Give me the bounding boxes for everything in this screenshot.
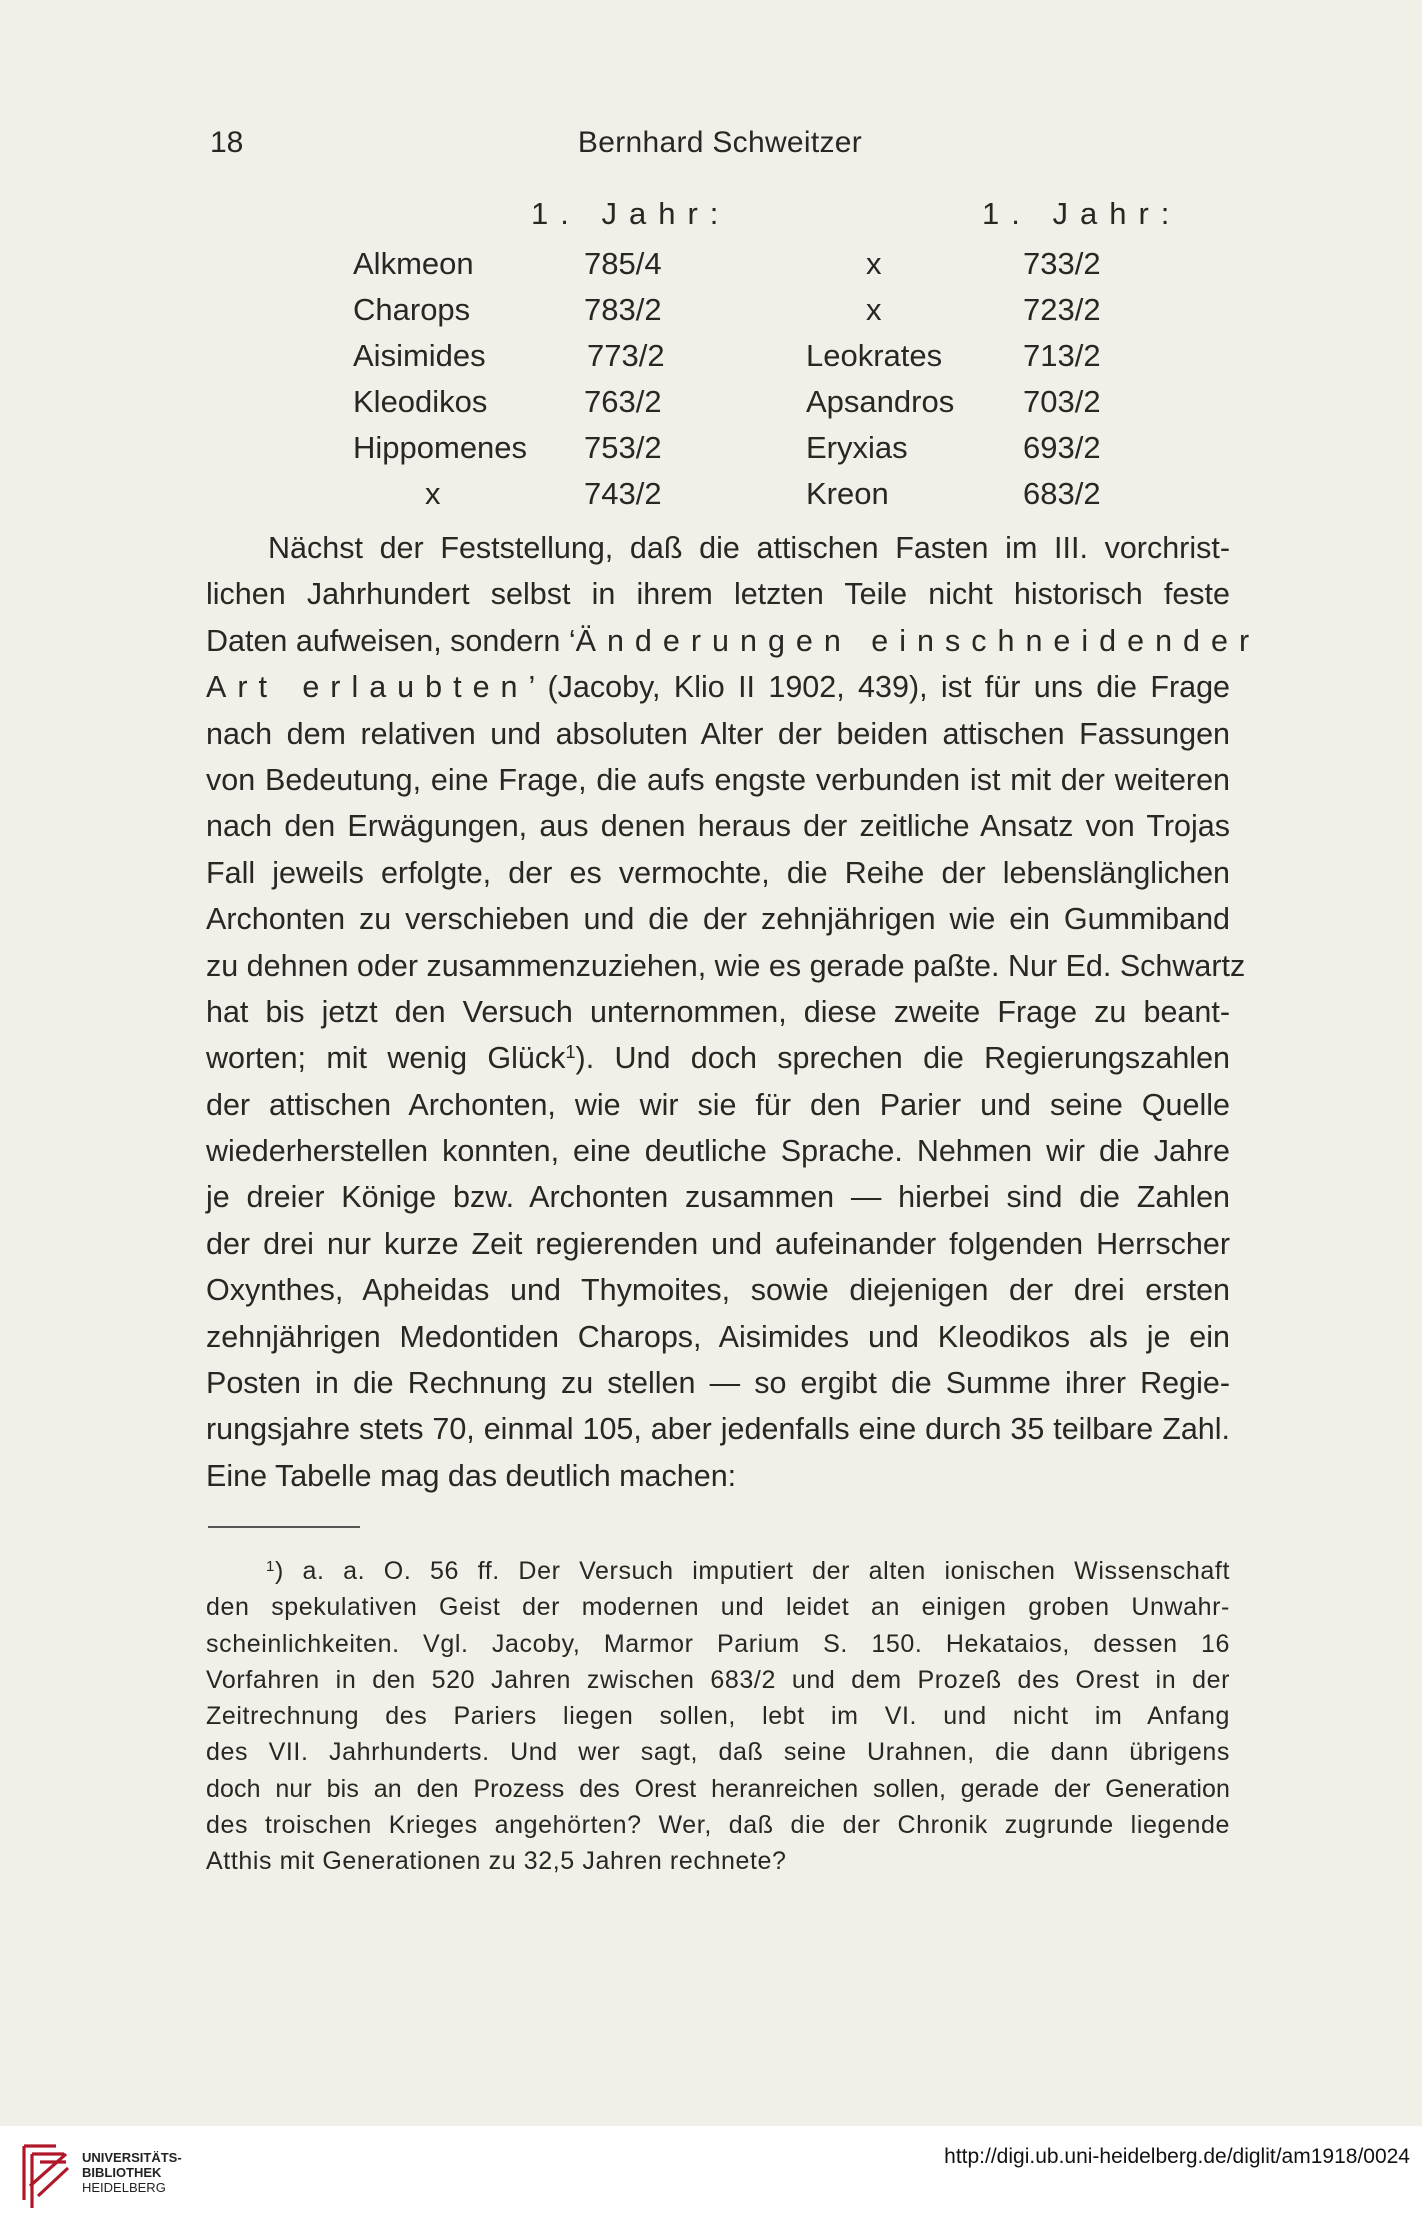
text-line bbox=[206, 618, 1261, 664]
footnote-marker: 1 bbox=[266, 1557, 275, 1575]
library-line: HEIDELBERG bbox=[82, 2180, 166, 2195]
table-cell: Hippomenes bbox=[353, 430, 528, 465]
footnote-line: doch nur bis an den Prozess des Orest heranreichen sollen, gerade der Generation bbox=[206, 1774, 1230, 1803]
footnote-line bbox=[206, 1553, 1230, 1589]
spaced-emphasis: Art erlaubten bbox=[206, 670, 529, 705]
table-cell: Kleodikos bbox=[353, 384, 488, 419]
text-line: von Bedeutung, eine Frage, die aufs engste verbunden ist mit der weiteren bbox=[206, 762, 1230, 797]
table-cell: x bbox=[866, 292, 882, 327]
text-line: Eine Tabelle mag das deutlich machen: bbox=[206, 1458, 737, 1493]
text-line: je dreier Könige bzw. Archonten zusammen — hierbei sind die Zahlen bbox=[206, 1180, 1230, 1215]
library-line: UNIVERSITÄTS- bbox=[82, 2150, 182, 2165]
table-cell: x bbox=[866, 246, 882, 281]
table-cell: Kreon bbox=[806, 476, 889, 511]
footnote-line: den spekulativen Geist der modernen und leidet an einigen groben Unwahr- bbox=[206, 1593, 1230, 1622]
viewer-footer bbox=[0, 2126, 1422, 2228]
table-cell: x bbox=[425, 476, 441, 511]
table-cell: 785/4 bbox=[584, 246, 662, 281]
text-line bbox=[206, 664, 1230, 710]
table-cell: 683/2 bbox=[1023, 476, 1101, 511]
page-number: 18 bbox=[210, 126, 244, 159]
footnote bbox=[206, 1553, 1230, 1880]
library-name[interactable] bbox=[82, 2150, 182, 2195]
text-run: worten; mit wenig Glück bbox=[206, 1041, 566, 1076]
text-line: Nächst der Feststellung, daß die attischen Fasten im III. vorchrist- bbox=[268, 531, 1230, 565]
text-line: Archonten zu verschieben und die der zehnjährigen wie ein Gummiband bbox=[206, 902, 1230, 937]
text-line: rungsjahre stets 70, einmal 105, aber jedenfalls eine durch 35 teilbare Zahl. bbox=[206, 1412, 1230, 1447]
text-line: lichen Jahrhundert selbst in ihrem letzten Teile nicht historisch feste bbox=[206, 577, 1230, 612]
text-line: der attischen Archonten, wie wir sie für den Parier und seine Quelle bbox=[206, 1087, 1230, 1122]
table-head-right: 1. Jahr: bbox=[982, 196, 1182, 231]
text-line: Posten in die Rechnung zu stellen — so ergibt die Summe ihrer Regie- bbox=[206, 1366, 1230, 1401]
library-line: BIBLIOTHEK bbox=[82, 2165, 162, 2180]
footnote-separator bbox=[208, 1526, 360, 1528]
table-cell: 693/2 bbox=[1023, 430, 1101, 465]
text-run: Daten aufweisen, sondern ‘ bbox=[206, 623, 576, 658]
table-cell: Charops bbox=[353, 292, 471, 327]
table-cell: Apsandros bbox=[806, 384, 955, 419]
footnote-line: Zeitrechnung des Pariers liegen sollen, lebt im VI. und nicht im Anfang bbox=[206, 1702, 1230, 1731]
text-line: nach dem relativen und absoluten Alter der beiden attischen Fassungen bbox=[206, 716, 1230, 751]
ub-heidelberg-logo-icon[interactable] bbox=[16, 2140, 72, 2212]
text-line bbox=[206, 1035, 1230, 1081]
table-cell: 773/2 bbox=[587, 338, 665, 373]
footnote-line: des VII. Jahrhunderts. Und wer sagt, daß seine Urahnen, die dann übrigens bbox=[206, 1738, 1230, 1767]
footnote-line: scheinlichkeiten. Vgl. Jacoby, Marmor Parium S. 150. Hekataios, dessen 16 bbox=[206, 1629, 1230, 1658]
spaced-emphasis: Änderungen einschneidender bbox=[575, 623, 1261, 658]
text-line: hat bis jetzt den Versuch unternommen, diese zweite Frage zu beant- bbox=[206, 994, 1230, 1029]
text-line: der drei nur kurze Zeit regierenden und aufeinander folgenden Herrscher bbox=[206, 1226, 1230, 1261]
table-cell: 703/2 bbox=[1023, 384, 1101, 419]
table-cell: 743/2 bbox=[584, 476, 662, 511]
table-cell: 783/2 bbox=[584, 292, 662, 327]
table-cell: 723/2 bbox=[1023, 292, 1101, 327]
table-cell: Alkmeon bbox=[353, 246, 474, 281]
text-run: ) a. a. O. 56 ff. Der Versuch imputiert der alten ionischen Wissenschaft bbox=[274, 1557, 1230, 1585]
table-cell: 733/2 bbox=[1023, 246, 1101, 281]
text-line: zehnjährigen Medontiden Charops, Aisimides und Kleodikos als je ein bbox=[206, 1319, 1230, 1354]
footnote-line: Vorfahren in den 520 Jahren zwischen 683/2 und dem Prozeß des Orest in der bbox=[206, 1665, 1230, 1694]
table-cell: 713/2 bbox=[1023, 338, 1101, 373]
footnote-ref: 1 bbox=[565, 1041, 576, 1063]
table-cell: Eryxias bbox=[806, 430, 908, 465]
text-line: Fall jeweils erfolgte, der es vermochte, die Reihe der lebenslänglichen bbox=[206, 855, 1230, 890]
table-cell: 763/2 bbox=[584, 384, 662, 419]
main-paragraph bbox=[206, 525, 1261, 1499]
page-url-link[interactable]: http://digi.ub.uni-heidelberg.de/diglit/am1918/0024 bbox=[944, 2145, 1410, 2168]
text-line: zu dehnen oder zusammenzuziehen, wie es gerade paßte. Nur Ed. Schwartz bbox=[206, 948, 1246, 983]
table-cell: 753/2 bbox=[584, 430, 662, 465]
text-line: wiederherstellen konnten, eine deutliche Sprache. Nehmen wir die Jahre bbox=[206, 1134, 1230, 1169]
table-cell: Leokrates bbox=[806, 338, 943, 373]
text-line: Oxynthes, Apheidas und Thymoites, sowie diejenigen der drei ersten bbox=[206, 1273, 1230, 1308]
table-head-left: 1. Jahr: bbox=[531, 196, 731, 231]
text-run: ’ (Jacoby, Klio II 1902, 439), ist für uns die Frage bbox=[528, 670, 1230, 705]
running-head-author: Bernhard Schweitzer bbox=[577, 126, 863, 159]
table-cell: Aisimides bbox=[353, 338, 486, 373]
text-run: ). Und doch sprechen die Regierungszahlen bbox=[575, 1041, 1230, 1076]
text-line: nach den Erwägungen, aus denen heraus der zeitliche Ansatz von Trojas bbox=[206, 809, 1230, 844]
footnote-line: des troischen Krieges angehörten? Wer, daß die der Chronik zugrunde liegende bbox=[206, 1811, 1230, 1840]
footnote-line: Atthis mit Generationen zu 32,5 Jahren rechnete? bbox=[206, 1847, 787, 1876]
